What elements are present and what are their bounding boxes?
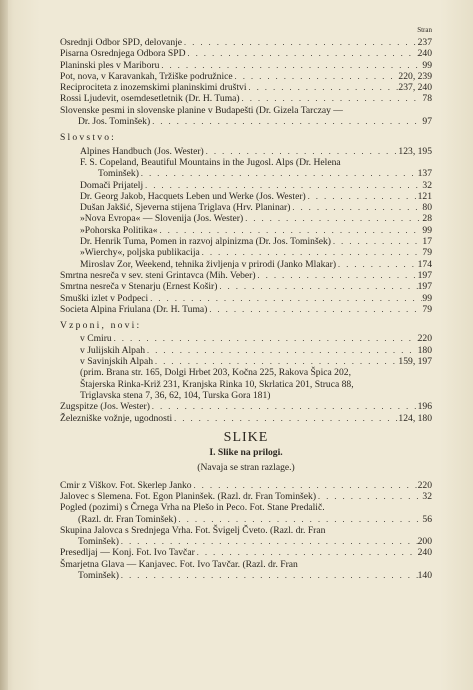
index-entry: »Pohorska Politika« . . . 99 [80,225,432,236]
index-entry: Reciprociteta z inozemskimi planinskimi društvi . . . 237, 240 [60,82,432,93]
index-entry: Pot, nova, v Karavankah, Tržiške podružnice . . . 220, 239 [60,71,432,82]
index-entry: Miroslav Zor, Weekend, tehnika življenja v prirodi (Janko Mlakar) . . . 174 [80,259,432,270]
index-entry: Presedljaj — Konj. Fot. Ivo Tavčar . . . 240 [60,547,432,558]
index-entry: Smrtna nesreča v Stenarju (Ernest Košir) . . . 197 [60,281,432,292]
section-heading-vzponi: Vzponi, novi: [60,320,142,332]
index-entry: Osrednji Odbor SPD, delovanje . . . 237 [60,37,432,48]
index-entry: F. S. Copeland, Beautiful Mountains in the Jugosl. Alps (Dr. Helena [80,156,341,168]
index-entry: Šmarjetna Glava — Kanjavec. Fot. Ivo Tavčar. (Razl. dr. Fran [60,558,298,570]
page-column-header: Stran [417,26,432,34]
slike-subtitle: I. Slike na prilogi. [209,447,283,459]
entries-top [60,37,432,127]
index-entry: v Savinjskih Alpah . . . 159, 197 [80,356,432,367]
index-entry: Dr. Henrik Tuma, Pomen in razvoj alpinizma (Dr. Jos. Tominšek) . . . 17 [80,236,432,247]
index-entry-continuation: Tominšek) . . . 140 [60,570,432,581]
index-entry-continuation: Dr. Jos. Tominšek) . . . 97 [60,116,432,127]
section-heading-slovstvo: Slovstvo: [60,132,117,144]
vzponi-note-line: Triglavska stena 7, 36, 62, 104, Turska Gora 181) [80,389,271,401]
slovstvo-entries [60,146,432,270]
index-entry: Železniške vožnje, ugodnosti . . . 124, 180 [60,413,432,424]
index-entry: Planinski ples v Mariboru . . . 99 [60,60,432,71]
slike-entries [60,480,432,582]
index-entry: Skupina Jalovca s Srednjega Vrha. Fot. Švigelj Čveto. (Razl. dr. Fran [60,524,326,536]
index-entry: Zugspitze (Jos. Wester) . . . 196 [60,401,432,412]
index-entry: v Julijskih Alpah . . . 180 [80,345,432,356]
index-entry: Smrtna nesreča v sev. steni Grintavca (Mih. Veber) . . . 197 [60,270,432,281]
index-entry: Jalovec s Slemena. Fot. Egon Planinšek. (Razl. dr. Fran Tominšek) . . . 32 [60,491,432,502]
index-entry: Domači Prijatelj . . . 32 [80,180,432,191]
index-entry: Slovenske pesmi in slovenske planine v Budapešti (Dr. Gizela Tarczay — [60,104,343,116]
slike-title: SLIKE [223,429,269,445]
page-spine-shadow [0,0,8,690]
index-entry: Dr. Georg Jakob, Hacquets Leben und Werke (Jos. Wester) . . . 121 [80,191,432,202]
index-entry: Pisarna Osrednjega Odbora SPD . . . 240 [60,48,432,59]
index-entry: Smuški izlet v Podpeci . . . 99 [60,293,432,304]
index-entry: Alpines Handbuch (Jos. Wester) . . . 123, 195 [80,146,432,157]
index-entry: »Wierchy«, poljska publikacija . . . 79 [80,247,432,258]
index-entry: Societa Alpina Friulana (Dr. H. Tuma) . . . 79 [60,304,432,315]
entries-bottom [60,401,432,424]
index-content [60,26,432,581]
index-entry-continuation: (Razl. dr. Fran Tominšek) . . . 56 [60,514,432,525]
vzponi-entries [60,333,432,401]
index-entry: Pogled (pozimi) s Črnega Vrha na Plešo in Peco. Fot. Stane Predalič. [60,502,325,514]
vzponi-note-line: Štajerska Rinka-Križ 231, Kranjska Rinka 10, Skrlatica 201, Struca 88, [80,378,354,390]
index-entry: »Nova Evropa« — Slovenija (Jos. Wester) . . . 28 [80,213,432,224]
index-entry: Dušan Jakšić, Sjeverna stijena Triglava (Hrv. Planinar) . . . 80 [80,202,432,213]
slike-note: (Navaja se stran razlage.) [197,462,295,474]
index-entry-continuation: Tominšek) . . . 200 [60,536,432,547]
index-entry: Cmir z Viškov. Fot. Skerlep Janko . . . 220 [60,480,432,491]
vzponi-note-line: (prim. Brana str. 165, Dolgi Hrbet 203, Kočna 225, Rakova Špica 202, [80,367,351,379]
index-entry: Rossi Ljudevit, osemdesetletnik (Dr. H. Tuma) . . . 78 [60,93,432,104]
index-entry: v Cmiru . . . 220 [80,333,432,344]
entries-mid [60,270,432,315]
index-entry-continuation: Tominšek) . . . 137 [80,168,432,179]
